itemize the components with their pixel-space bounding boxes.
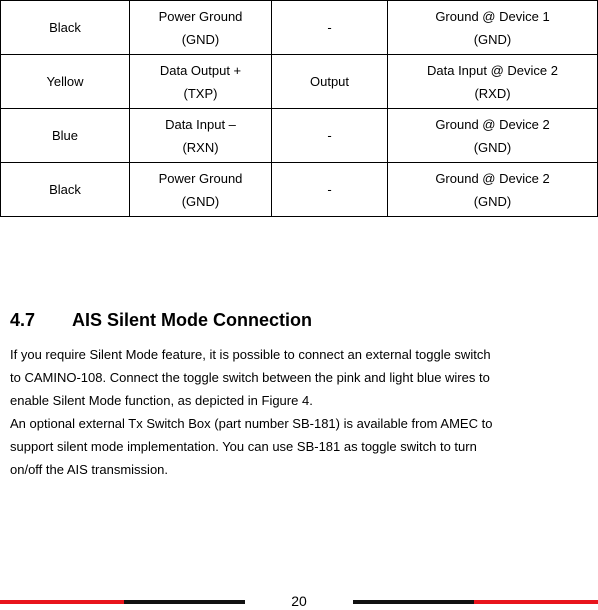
connection-code: (GND) (473, 139, 512, 155)
direction-cell: - (272, 163, 388, 217)
connection-cell (388, 163, 598, 217)
section-body (10, 343, 590, 481)
footer-bar-accent (474, 600, 598, 604)
connection-code: (GND) (473, 193, 512, 209)
table-row (1, 163, 598, 217)
signal-name: Data Input – (165, 116, 236, 132)
page-number: 20 (291, 593, 307, 609)
wire-color-cell: Blue (1, 109, 130, 163)
signal-cell (130, 109, 272, 163)
signal-cell (130, 1, 272, 55)
paragraph-line: enable Silent Mode function, as depicted in Figure 4. (10, 393, 313, 408)
wire-color-cell: Black (1, 163, 130, 217)
table-row (1, 55, 598, 109)
connection-name: Data Input @ Device 2 (427, 62, 558, 78)
connection-name: Ground @ Device 2 (435, 170, 550, 186)
footer-bar-dark (353, 600, 474, 604)
signal-cell (130, 163, 272, 217)
table-row (1, 1, 598, 55)
signal-code: (GND) (181, 31, 220, 47)
signal-code: (TXP) (183, 85, 218, 101)
paragraph-line: to CAMINO-108. Connect the toggle switch between the pink and light blue wires to (10, 370, 490, 385)
footer-bar-accent (74, 600, 124, 604)
section-number: 4.7 (10, 310, 36, 330)
connection-name: Ground @ Device 1 (435, 8, 550, 24)
table-row (1, 109, 598, 163)
paragraph-line: If you require Silent Mode feature, it is possible to connect an external toggle switch (10, 347, 491, 362)
connection-name: Ground @ Device 2 (435, 116, 550, 132)
direction-cell: - (272, 1, 388, 55)
signal-code: (RXN) (182, 139, 219, 155)
connection-cell (388, 109, 598, 163)
connection-cell (388, 55, 598, 109)
section-title: AIS Silent Mode Connection (72, 310, 313, 330)
connection-code: (GND) (473, 31, 512, 47)
signal-name: Data Output + (159, 62, 242, 78)
paragraph-line: An optional external Tx Switch Box (part number SB-181) is available from AMEC to (10, 416, 493, 431)
wire-connection-table (0, 0, 598, 217)
paragraph-line: on/off the AIS transmission. (10, 462, 169, 477)
connection-cell (388, 1, 598, 55)
signal-cell (130, 55, 272, 109)
section-heading (10, 307, 312, 333)
footer-bar-accent (0, 600, 74, 604)
wire-color-cell: Yellow (1, 55, 130, 109)
signal-name: Power Ground (158, 8, 243, 24)
signal-name: Power Ground (158, 170, 243, 186)
wire-color-cell: Black (1, 1, 130, 55)
connection-code: (RXD) (474, 85, 511, 101)
direction-cell: - (272, 109, 388, 163)
paragraph-line: support silent mode implementation. You can use SB-181 as toggle switch to turn (10, 439, 477, 454)
page-footer (0, 592, 598, 608)
footer-bar-dark (124, 600, 245, 604)
direction-cell: Output (272, 55, 388, 109)
signal-code: (GND) (181, 193, 220, 209)
